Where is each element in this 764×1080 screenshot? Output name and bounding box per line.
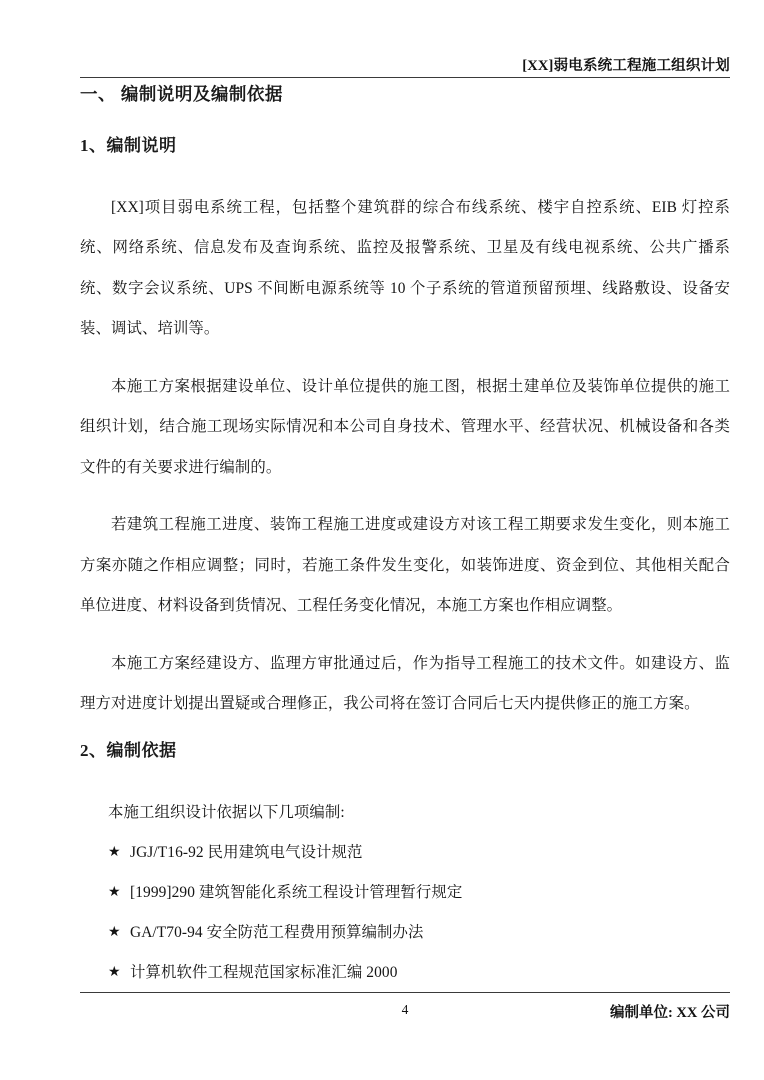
list-item xyxy=(80,953,730,993)
list-item xyxy=(80,833,730,873)
basis-list xyxy=(80,833,730,993)
page-header xyxy=(80,52,730,78)
subsection-heading-2: 2、编制依据 xyxy=(80,740,177,760)
paragraph-4: 本施工方案经建设方、监理方审批通过后，作为指导工程施工的技术文件。如建设方、监理方对进度计划提出置疑或合理修正，我公司将在签订合同后七天内提供修正的施工方案。 xyxy=(80,654,730,712)
list-item-label: JGJ/T16-92 民用建筑电气设计规范 xyxy=(130,843,363,861)
star-icon: ★ xyxy=(108,844,121,860)
heading-spacer xyxy=(80,104,730,137)
star-icon: ★ xyxy=(108,924,121,940)
paragraph-2: 本施工方案根据建设单位、设计单位提供的施工图，根据土建单位及装饰单位提供的施工组织计划，结合施工现场实际情况和本公司自身技术、管理水平、经营状况、机械设备和各类文件的有关要求进行编制的。 xyxy=(80,377,730,476)
star-icon: ★ xyxy=(108,884,121,900)
subheading-spacer xyxy=(80,154,730,188)
paragraph-gap xyxy=(80,627,730,644)
footer-inner xyxy=(80,993,730,1032)
subheading-spacer xyxy=(80,759,730,793)
star-icon: ★ xyxy=(108,964,121,980)
document-body xyxy=(80,86,730,993)
paragraph-gap xyxy=(80,488,730,505)
page-footer xyxy=(80,992,730,1032)
footer-compiler: 编制单位: XX 公司 xyxy=(609,1005,730,1021)
page-number: 4 xyxy=(401,1002,409,1017)
subsection-heading-1: 1、编制说明 xyxy=(80,135,177,155)
paragraph-3: 若建筑工程施工进度、装饰工程施工进度或建设方对该工程工期要求发生变化，则本施工方案亦随之作相应调整；同时，若施工条件发生变化，如装饰进度、资金到位、其他相关配合单位进度、材料设备到货情况、工程任务变化情况，本施工方案也作相应调整。 xyxy=(80,516,730,614)
header-title: [XX]弱电系统工程施工组织计划 xyxy=(522,58,730,74)
list-item xyxy=(80,913,730,953)
section-heading: 一、 编制说明及编制依据 xyxy=(80,84,283,104)
list-item-label: 计算机软件工程规范国家标准汇编 2000 xyxy=(130,963,398,981)
paragraph-1: [XX]项目弱电系统工程，包括整个建筑群的综合布线系统、楼宇自控系统、EIB 灯控系统、网络系统、信息发布及查询系统、监控及报警系统、卫星及有线电视系统、公共广播系统、数字会议系统、UPS 不间断电源系统等 10 个子系统的管道预留预埋、线路敷设、设备安装、调试、培训等。 xyxy=(80,198,730,337)
list-item-label: GA/T70-94 安全防范工程费用预算编制办法 xyxy=(130,923,424,941)
paragraph-gap xyxy=(80,725,730,742)
paragraph-gap xyxy=(80,350,730,367)
list-item xyxy=(80,873,730,913)
basis-lead-text: 本施工组织设计依据以下几项编制: xyxy=(108,803,345,821)
list-item-label: [1999]290 建筑智能化系统工程设计管理暂行规定 xyxy=(130,883,463,901)
